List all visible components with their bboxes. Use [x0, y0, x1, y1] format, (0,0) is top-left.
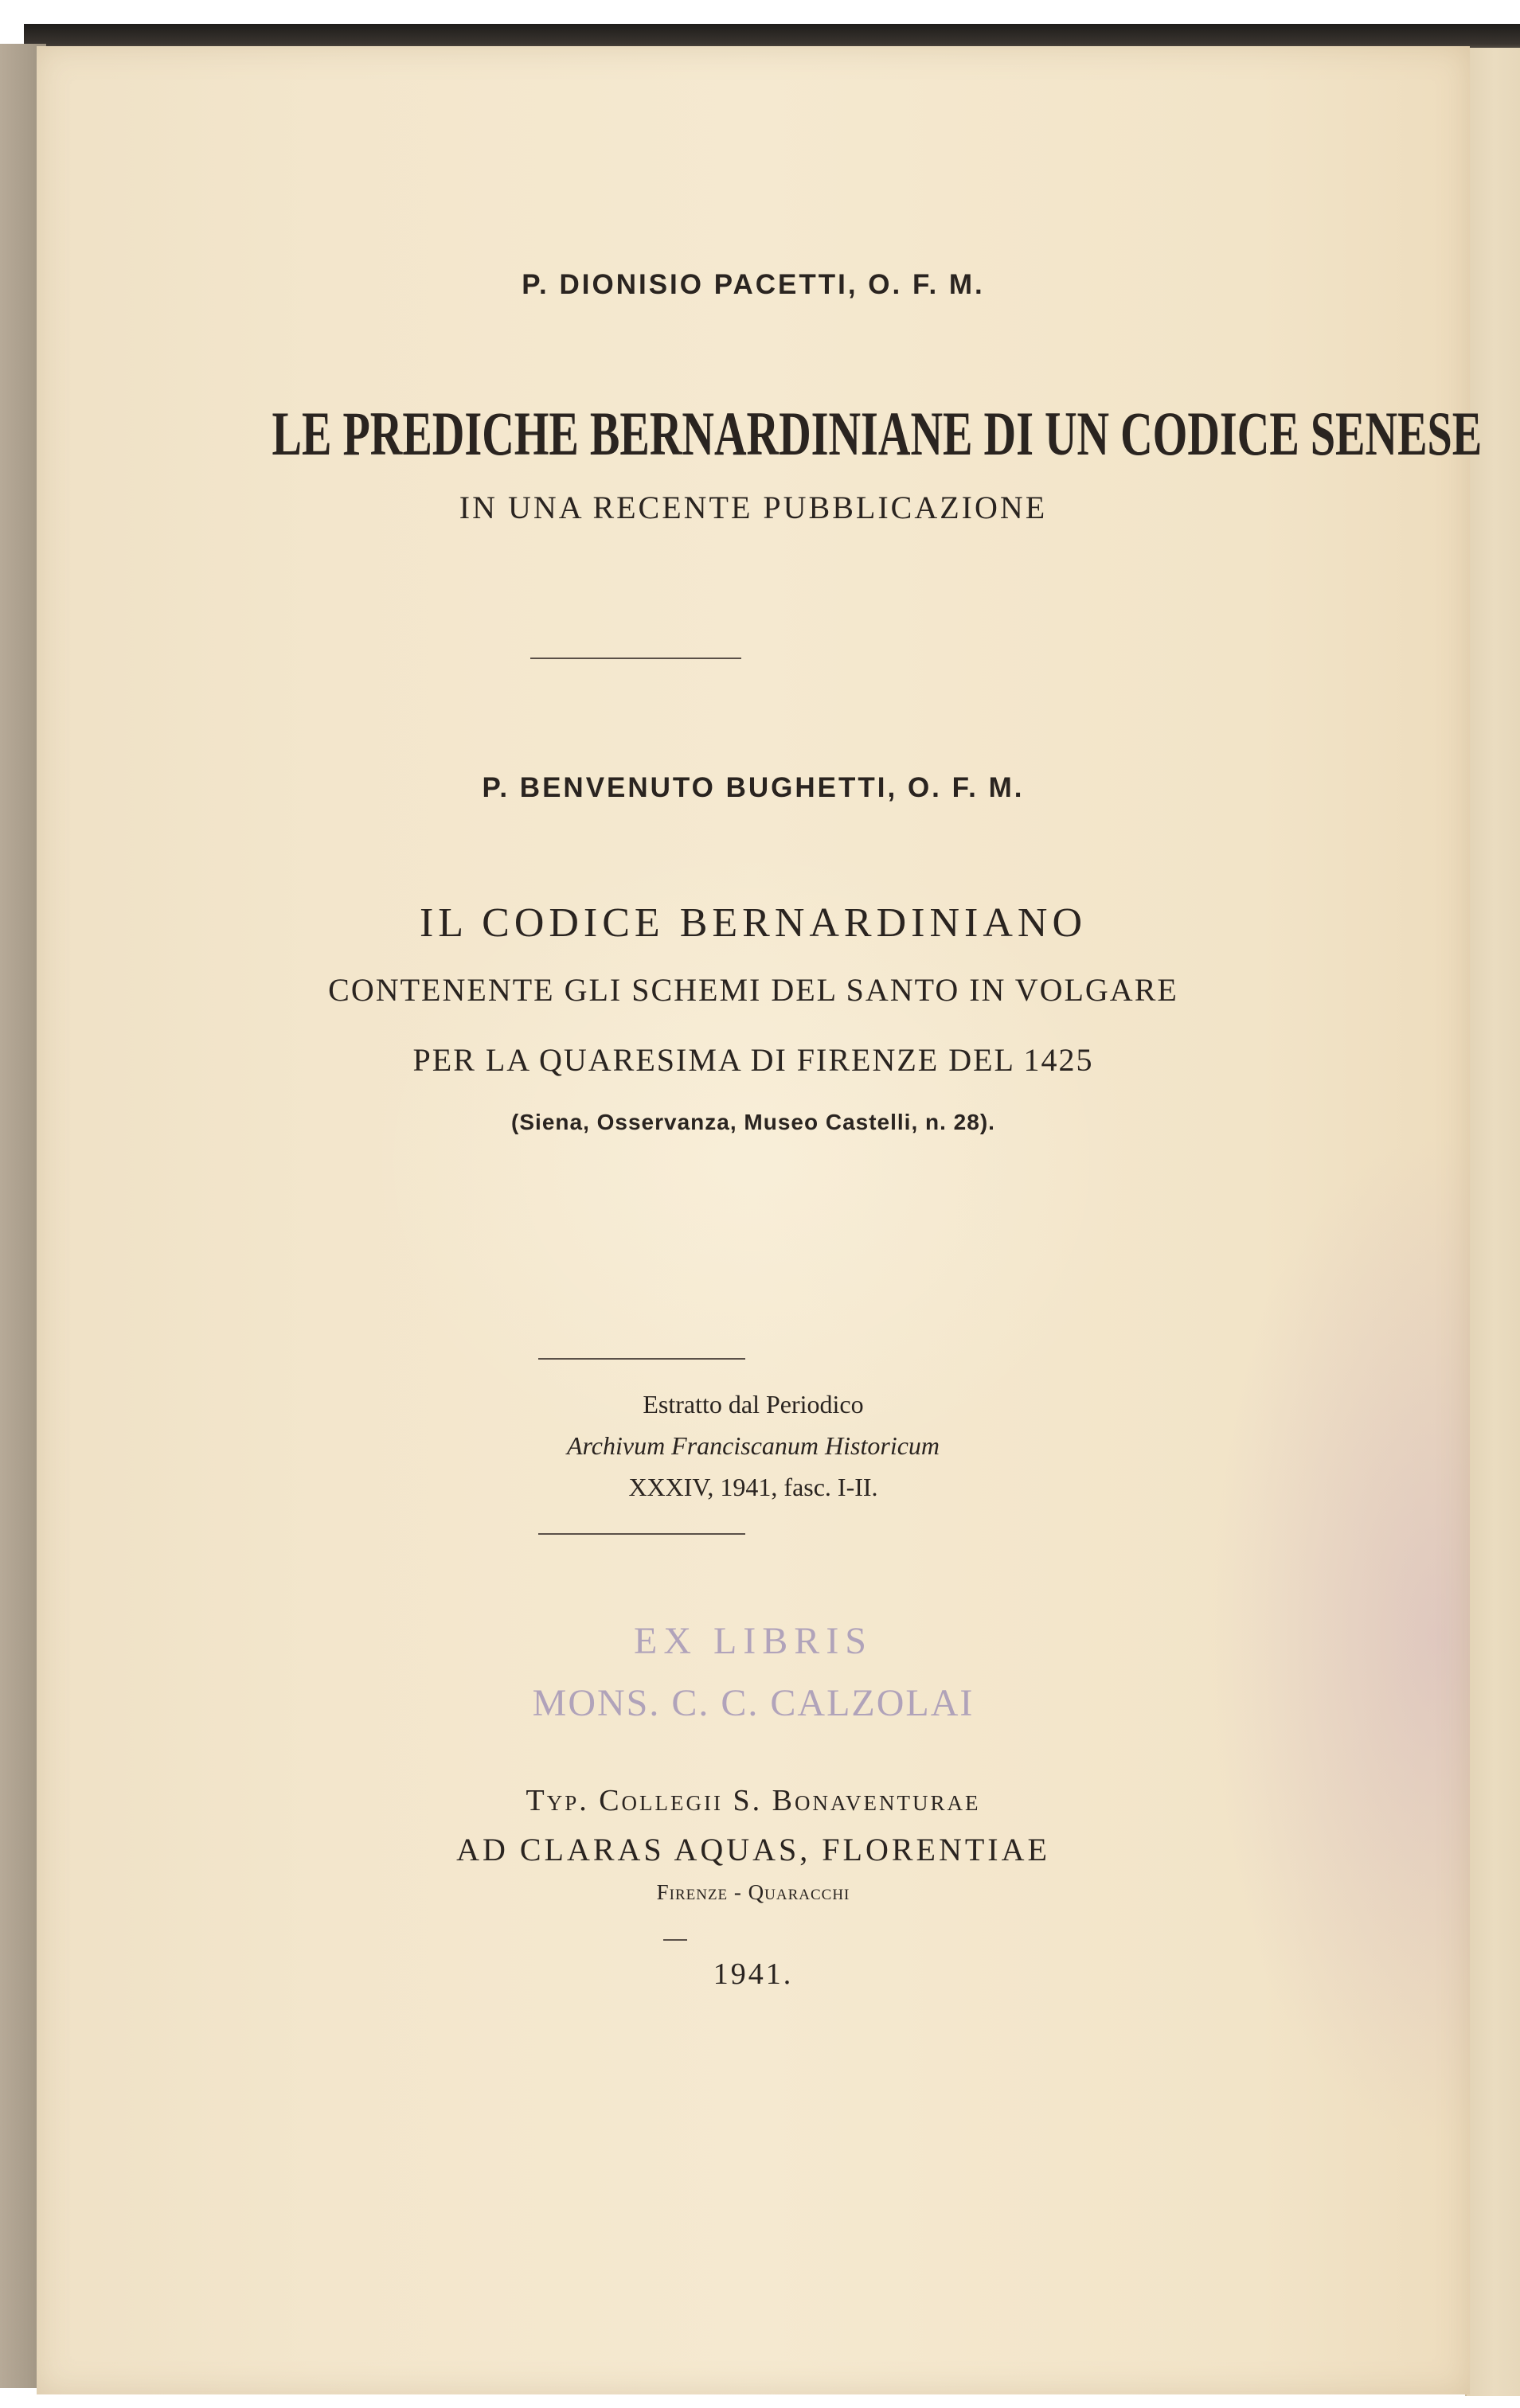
- imprint-year: 1941.: [713, 1957, 794, 1991]
- title-2-note: (Siena, Osservanza, Museo Castelli, n. 28).: [511, 1110, 995, 1134]
- ex-libris-stamp-line-2: MONS. C. C. CALZOLAI: [532, 1682, 975, 1724]
- extract-line-3: XXXIV, 1941, fasc. I-II.: [628, 1473, 878, 1501]
- imprint-line-2: AD CLARAS AQUAS, FLORENTIAE: [456, 1832, 1050, 1867]
- imprint-line-1: Typ. Collegii S. Bonaventurae: [526, 1784, 981, 1817]
- author-1: P. DIONISIO PACETTI, O. F. M.: [522, 269, 985, 300]
- ex-libris-stamp-line-1: EX LIBRIS: [634, 1620, 873, 1662]
- title-page: [37, 46, 1483, 2394]
- title-1-text: LE PREDICHE BERNARDINIANE DI UN CODICE SENESE: [272, 399, 1483, 468]
- author-2: P. BENVENUTO BUGHETTI, O. F. M.: [482, 772, 1025, 803]
- title-2-line-3: PER LA QUARESIMA DI FIRENZE DEL 1425: [412, 1042, 1094, 1078]
- extract-line-1: Estratto dal Periodico: [643, 1390, 864, 1419]
- divider-rule-2: [538, 1358, 745, 1360]
- title-2-line-2: CONTENENTE GLI SCHEMI DEL SANTO IN VOLGARE: [328, 972, 1178, 1008]
- divider-rule-3: [538, 1533, 745, 1535]
- divider-rule-1: [530, 658, 741, 659]
- title-2: IL CODICE BERNARDINIANO: [419, 900, 1088, 946]
- title-1: [37, 398, 1483, 470]
- divider-rule-4: [663, 1939, 687, 1941]
- extract-line-2: Archivum Franciscanum Historicum: [566, 1431, 940, 1460]
- imprint-line-3: Firenze - Quaracchi: [656, 1880, 850, 1904]
- subtitle-1: IN UNA RECENTE PUBBLICAZIONE: [459, 490, 1048, 525]
